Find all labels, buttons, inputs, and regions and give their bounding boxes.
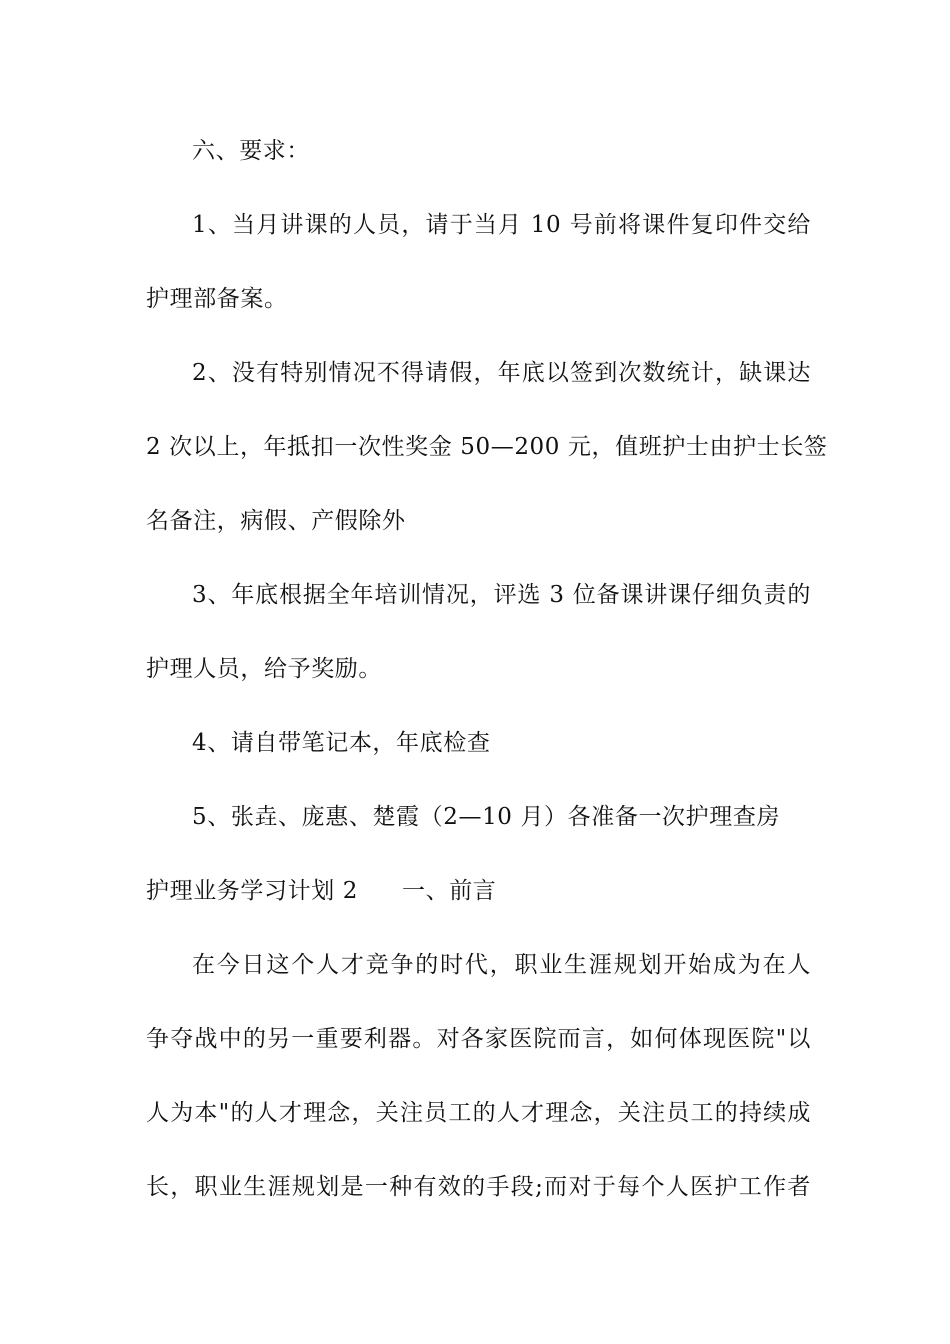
requirement-2-line-3: 名备注，病假、产假除外 [146,508,406,534]
preface-line-3: 人为本"的人才理念，关注员工的人才理念，关注员工的持续成 [146,1100,811,1126]
requirement-1-line-2: 护理部备案。 [146,286,288,312]
section-six-heading: 六、要求： [192,138,310,164]
plan-title: 护理业务学习计划 2 [146,878,358,904]
requirement-4: 4、请自带笔记本，年底检查 [192,730,491,756]
requirement-3-line-1: 3、年底根据全年培训情况，评选 3 位备课讲课仔细负责的 [192,582,811,608]
requirement-3-line-2: 护理人员，给予奖励。 [146,656,382,682]
requirement-1-line-1: 1、当月讲课的人员，请于当月 10 号前将课件复印件交给 [192,212,811,238]
preface-line-1: 在今日这个人才竞争的时代，职业生涯规划开始成为在人 [192,952,811,978]
preface-line-4: 长，职业生涯规划是一种有效的手段;而对于每个人医护工作者 [146,1174,811,1200]
requirement-5: 5、张垚、庞惠、楚霞（2—10 月）各准备一次护理查房 [192,804,781,830]
requirement-2-line-2: 2 次以上，年抵扣一次性奖金 50—200 元，值班护士由护士长签 [146,434,828,460]
plan-heading-row [146,876,811,906]
requirement-2-line-1: 2、没有特别情况不得请假，年底以签到次数统计，缺课达 [192,360,811,386]
plan-subtitle: 一、前言 [402,878,497,904]
preface-line-2: 争夺战中的另一重要利器。对各家医院而言，如何体现医院"以 [146,1026,811,1052]
